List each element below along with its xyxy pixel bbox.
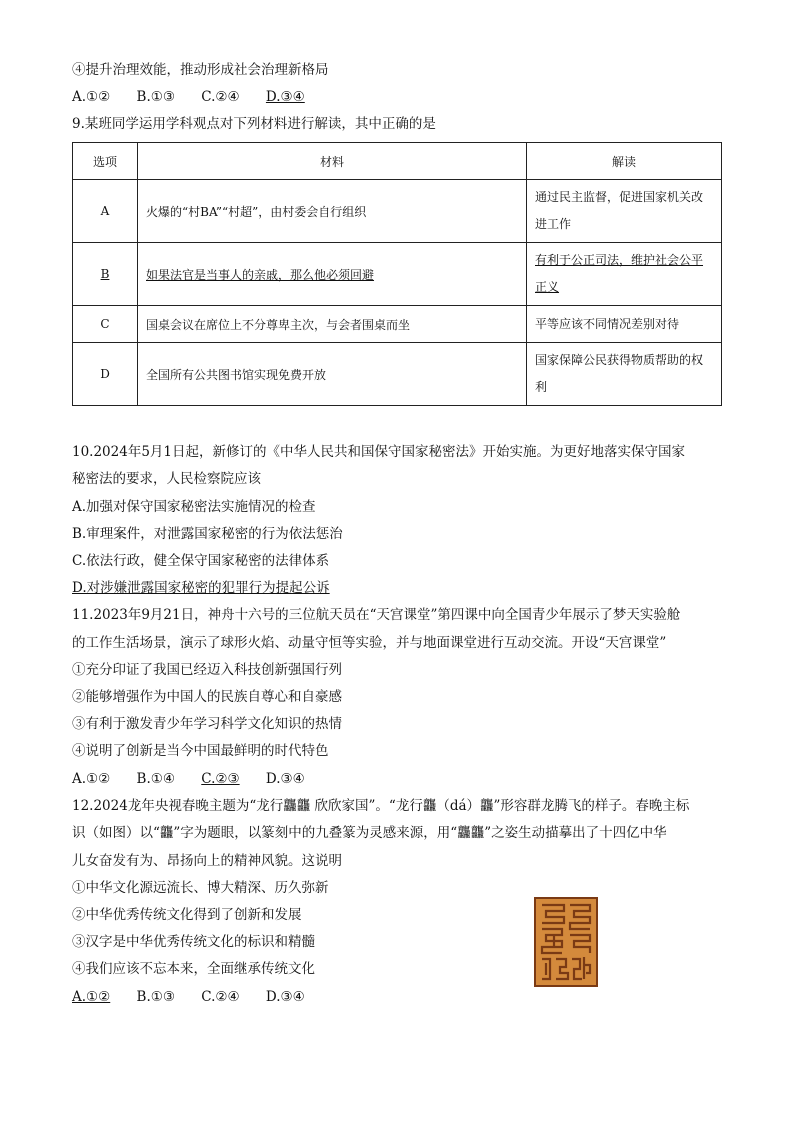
q9-row-c-material: 国桌会议在席位上不分尊卑主次，与会者围桌而坐 — [138, 306, 527, 343]
q8-option-c: C.②④ — [201, 89, 240, 105]
q10-stem-line-2: 秘密法的要求，人民检察院应该 — [72, 471, 261, 487]
q12-options — [72, 987, 327, 1007]
table-row — [73, 343, 722, 406]
q8-option-d: D.③④ — [265, 89, 305, 105]
q8-options — [72, 87, 327, 107]
q9-row-d-material: 全国所有公共图书馆实现免费开放 — [138, 343, 527, 406]
q10-option-b: B.审理案件，对泄露国家秘密的行为依法惩治 — [72, 526, 343, 542]
q9-stem: 9.某班同学运用学科观点对下列材料进行解读，其中正确的是 — [72, 116, 436, 132]
q9-header-explain: 解读 — [527, 143, 722, 180]
q8-option-b: B.①③ — [136, 89, 175, 105]
q11-item-1: ①充分印证了我国已经迈入科技创新强国行列 — [72, 662, 342, 678]
q9-row-b-material: 如果法官是当事人的亲戚，那么他必须回避 — [138, 243, 527, 306]
q12-stem-line-2: 识（如图）以“龘”字为题眼，以篆刻中的九叠篆为灵感来源，用“龘龘”之姿生动描摹出了十四亿中华 — [72, 825, 667, 841]
q11-item-4: ④说明了创新是当今中国最鲜明的时代特色 — [72, 743, 329, 759]
q11-option-d: D.③④ — [265, 771, 305, 787]
q10-stem-line-1: 10.2024年5月1日起，新修订的《中华人民共和国保守国家秘密法》开始实施。为更好地落实保守国家 — [72, 444, 686, 460]
q11-item-2: ②能够增强作为中国人的民族自尊心和自豪感 — [72, 689, 342, 705]
q9-row-a-option: A — [73, 180, 138, 243]
q11-option-b: B.①④ — [136, 771, 175, 787]
q12-item-2: ②中华优秀传统文化得到了创新和发展 — [72, 907, 302, 923]
q12-item-3: ③汉字是中华优秀传统文化的标识和精髓 — [72, 934, 315, 950]
q9-row-a-explain: 通过民主监督，促进国家机关改进工作 — [527, 180, 722, 243]
q9-row-b-option: B — [73, 243, 138, 306]
q9-row-c-explain: 平等应该不同情况差别对待 — [527, 306, 722, 343]
q8-option-a: A.①② — [72, 89, 111, 105]
q10-option-d: D.对涉嫌泄露国家秘密的犯罪行为提起公诉 — [72, 580, 330, 596]
spring-gala-seal-logo — [534, 897, 598, 987]
q12-option-a: A.①② — [72, 989, 111, 1005]
q12-option-d: D.③④ — [265, 989, 305, 1005]
q9-table — [72, 142, 722, 406]
q9-row-d-option: D — [73, 343, 138, 406]
q9-row-d-explain: 国家保障公民获得物质帮助的权利 — [527, 343, 722, 406]
table-row — [73, 306, 722, 343]
q11-options — [72, 769, 327, 789]
q8-item-4: ④提升治理效能，推动形成社会治理新格局 — [72, 62, 329, 78]
q11-stem-line-2: 的工作生活场景，演示了球形火焰、动量守恒等实验，并与地面课堂进行互动交流。开设“天宫课堂” — [72, 635, 667, 651]
q12-option-c: C.②④ — [201, 989, 240, 1005]
q10-option-c: C.依法行政，健全保守国家秘密的法律体系 — [72, 553, 330, 569]
q9-header-row — [73, 143, 722, 180]
q10-option-a: A.加强对保守国家秘密法实施情况的检查 — [72, 499, 316, 515]
q12-stem-line-3: 儿女奋发有为、昂扬向上的精神风貌。这说明 — [72, 853, 342, 869]
q9-header-option: 选项 — [73, 143, 138, 180]
q9-row-a-material: 火爆的“村BA”“村超”，由村委会自行组织 — [138, 180, 527, 243]
q11-stem-line-1: 11.2023年9月21日，神舟十六号的三位航天员在“天宫课堂”第四课中向全国青少年展示了梦天实验舱 — [72, 607, 681, 623]
q12-stem-line-1: 12.2024龙年央视春晚主题为“龙行龘龘 欣欣家国”。“龙行龘（dá）龘”形容群龙腾飞的样子。春晚主标 — [72, 798, 690, 814]
q9-row-b-explain: 有利于公正司法，维护社会公平正义 — [527, 243, 722, 306]
q11-option-c: C.②③ — [201, 771, 240, 787]
q12-option-b: B.①③ — [136, 989, 175, 1005]
table-row — [73, 243, 722, 306]
q12-item-4: ④我们应该不忘本来，全面继承传统文化 — [72, 961, 315, 977]
table-row — [73, 180, 722, 243]
q9-row-c-option: C — [73, 306, 138, 343]
q11-option-a: A.①② — [72, 771, 111, 787]
q12-item-1: ①中华文化源远流长、博大精深、历久弥新 — [72, 880, 329, 896]
q9-header-material: 材料 — [138, 143, 527, 180]
q11-item-3: ③有利于激发青少年学习科学文化知识的热情 — [72, 716, 342, 732]
